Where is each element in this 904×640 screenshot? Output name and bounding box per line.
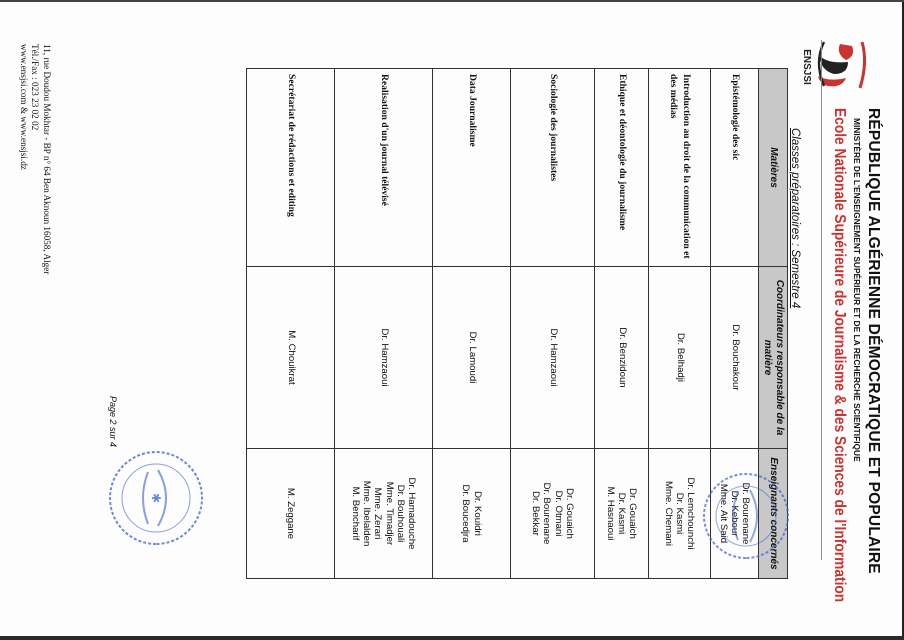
column-header-matieres: Matières bbox=[759, 69, 788, 267]
teacher-name: Dr. Boucedjra bbox=[460, 484, 472, 543]
teacher-name: Dr. Gouaich bbox=[563, 488, 575, 539]
document-title: Classes préparatoires : Semestre 4 bbox=[789, 128, 801, 309]
school-heading: Ecole Nationale Supérieure de Journalisme & des Sciences de l'Information bbox=[831, 108, 848, 603]
page-number: Page 2 sur 4 bbox=[108, 396, 118, 448]
svg-text:ENSJSI: ENSJSI bbox=[801, 49, 812, 85]
footer-address-block bbox=[18, 44, 53, 274]
table-row bbox=[433, 69, 511, 579]
footer-web: www.ensjsi.com & www.ensjsi.dz bbox=[19, 44, 29, 170]
teacher-name: Dr. Kebour bbox=[729, 490, 741, 537]
republic-heading: RÉPUBLIQUE ALGÉRIENNE DÉMOCRATIQUE ET POPULAIRE bbox=[865, 108, 882, 574]
teacher-name: Dr. Bourenane bbox=[740, 482, 752, 545]
teachers-cell bbox=[595, 449, 649, 579]
matiere-cell: Epistémologie des sic bbox=[711, 69, 759, 267]
table-row bbox=[247, 69, 335, 579]
teacher-name: Dr. Kasmi bbox=[674, 492, 686, 535]
teacher-name: Dr. Lemchounchi bbox=[685, 477, 697, 550]
teachers-cell bbox=[511, 449, 595, 579]
coordinator-cell: M. Chouikrat bbox=[247, 267, 335, 449]
official-stamp bbox=[698, 468, 794, 564]
teacher-name: Dr. Gouaich bbox=[627, 488, 639, 539]
teachers-cell bbox=[247, 449, 335, 579]
teacher-name: Mme. Ait Said bbox=[717, 483, 729, 544]
teacher-name: Dr. Bourenane bbox=[541, 482, 553, 545]
teacher-name: Dr. Kasmi bbox=[616, 492, 628, 535]
teacher-name: Dr. Hamadouche bbox=[406, 477, 418, 550]
coordinator-cell: Dr. Bouchakour bbox=[711, 267, 759, 449]
column-header-enseignants: Enseignants concernés bbox=[759, 449, 788, 579]
matiere-cell: Introduction au droit de la communication et des médias bbox=[649, 69, 711, 267]
teacher-name: Dr. Otmani bbox=[552, 490, 564, 537]
teacher-name: Mme. Chemani bbox=[662, 480, 674, 547]
teacher-name: Dr. Bouhouali bbox=[394, 484, 406, 543]
official-stamp bbox=[104, 446, 208, 550]
table-row bbox=[511, 69, 595, 579]
teacher-name: M. Hasnaoui bbox=[604, 486, 616, 541]
teacher-name: Dr. Bekkar bbox=[530, 491, 542, 536]
scan-edge bbox=[0, 0, 904, 2]
scan-edge bbox=[0, 636, 904, 640]
coordinator-cell: Dr. Benzidoun bbox=[595, 267, 649, 449]
matiere-cell: Data Journalisme bbox=[433, 69, 511, 267]
matiere-cell: Ethique et déontologie du journalisme bbox=[595, 69, 649, 267]
matiere-cell: Sociologie des journalistes bbox=[511, 69, 595, 267]
teacher-name: Mme. Ibelalden bbox=[361, 480, 373, 547]
column-header-coordinateurs: Coordinateurs responsable de la matière bbox=[759, 267, 788, 449]
teacher-name: Dr. Kouidri bbox=[471, 491, 483, 536]
table-row bbox=[595, 69, 649, 579]
coordinator-cell: Dr. Belhadji bbox=[649, 267, 711, 449]
school-logo bbox=[798, 32, 870, 102]
svg-text:✱: ✱ bbox=[149, 492, 163, 504]
header-divider bbox=[821, 40, 822, 560]
ministry-heading: MINISTÈRE DE L'ENSEIGNEMENT SUPÉRIEUR ET DE LA RECHERCHE SCIENTIFIQUE bbox=[852, 118, 862, 462]
coordinator-cell: Dr. Hamzaoui bbox=[511, 267, 595, 449]
teachers-cell bbox=[335, 449, 433, 579]
matiere-cell: Secrétariat de rédactions et editing bbox=[247, 69, 335, 267]
teacher-name: Mme. Zerari bbox=[372, 487, 384, 540]
coordinator-cell: Dr. Hamzaoui bbox=[335, 267, 433, 449]
teacher-name: Mme. Timadjer bbox=[383, 481, 395, 546]
coordinator-cell: Dr. Lamoudi bbox=[433, 267, 511, 449]
teacher-name: M. Bencharif bbox=[350, 486, 362, 541]
footer-address: 11, rue Doudou Mokhtar - BP n° 64 Ben Aknoun 16058, Alger bbox=[42, 44, 52, 275]
matiere-cell: Realisation d'un journal télévisé bbox=[335, 69, 433, 267]
teachers-cell bbox=[433, 449, 511, 579]
footer-phone: Tél./Fax : 023 23 02 02 bbox=[30, 44, 41, 131]
teacher-name: M. Zeggane bbox=[285, 487, 297, 540]
table-row bbox=[335, 69, 433, 579]
